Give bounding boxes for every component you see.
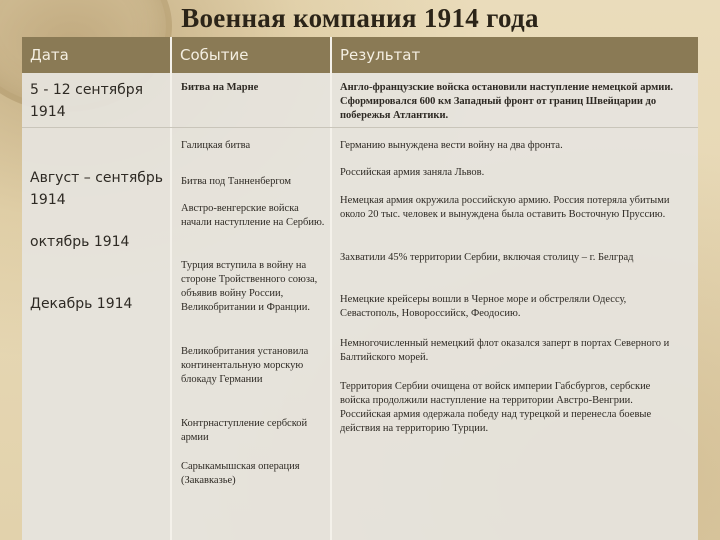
row-divider bbox=[22, 127, 698, 128]
result-cell: Захватили 45% территории Сербии, включая столицу – г. Белград bbox=[340, 252, 634, 263]
result-cell: Немецкие крейсеры вошли в Черное море и обстреляли Одессу, Севастополь, Новороссийск, Феодосию. bbox=[340, 294, 627, 319]
header-date: Дата bbox=[30, 46, 69, 64]
header-event: Событие bbox=[180, 46, 249, 64]
date-cell: Декабрь 1914 bbox=[30, 296, 133, 312]
event-cell: Контрнаступление сербской армии bbox=[181, 418, 308, 443]
events-table bbox=[22, 37, 698, 540]
date-cell: октябрь 1914 bbox=[30, 234, 130, 250]
event-cell: Галицкая битва bbox=[181, 140, 251, 151]
result-cell: Англо-французские войска остановили наступление немецкой армии. Сформировался 600 км Западный фронт от границ Швейцарии до побережья Атлантики. bbox=[340, 82, 674, 121]
event-cell: Австро-венгерские войска начали наступление на Сербию. bbox=[181, 203, 325, 228]
column-divider bbox=[330, 37, 332, 540]
event-cell: Турция вступила в войну на стороне Тройственного союза, объявив войну России, Великобритании и Франции. bbox=[181, 260, 318, 313]
result-cell: Территория Сербии очищена от войск империи Габсбургов, сербские войска продолжили наступление на территории Австро-Венгрии. Российская армия одержала победу над турецкой и перенесла боевые действия на территорию Турции. bbox=[340, 381, 652, 434]
result-cell: Германию вынуждена вести войну на два фронта. bbox=[340, 140, 563, 151]
result-cell: Российская армия заняла Львов. bbox=[340, 167, 485, 178]
result-cell: Немецкая армия окружила российскую армию. Россия потеряла убитыми около 20 тыс. человек и вынуждена была оставить Восточную Пруссию. bbox=[340, 195, 670, 220]
event-cell: Битва под Танненбергом bbox=[181, 176, 292, 187]
date-cell: Август – сентябрь 1914 bbox=[30, 170, 164, 208]
date-cell: 5 - 12 сентября 1914 bbox=[30, 82, 144, 120]
event-cell: Битва на Марне bbox=[181, 82, 259, 93]
page-title: Военная компания 1914 года bbox=[181, 3, 539, 33]
column-divider bbox=[170, 37, 172, 540]
result-cell: Немногочисленный немецкий флот оказался заперт в портах Северного и Балтийского морей. bbox=[340, 338, 670, 363]
header-result: Результат bbox=[340, 46, 421, 64]
event-cell: Великобритания установила континентальную морскую блокаду Германии bbox=[181, 346, 309, 385]
table-header-row bbox=[22, 37, 698, 73]
event-cell: Сарыкамышская операция (Закавказье) bbox=[181, 461, 300, 486]
